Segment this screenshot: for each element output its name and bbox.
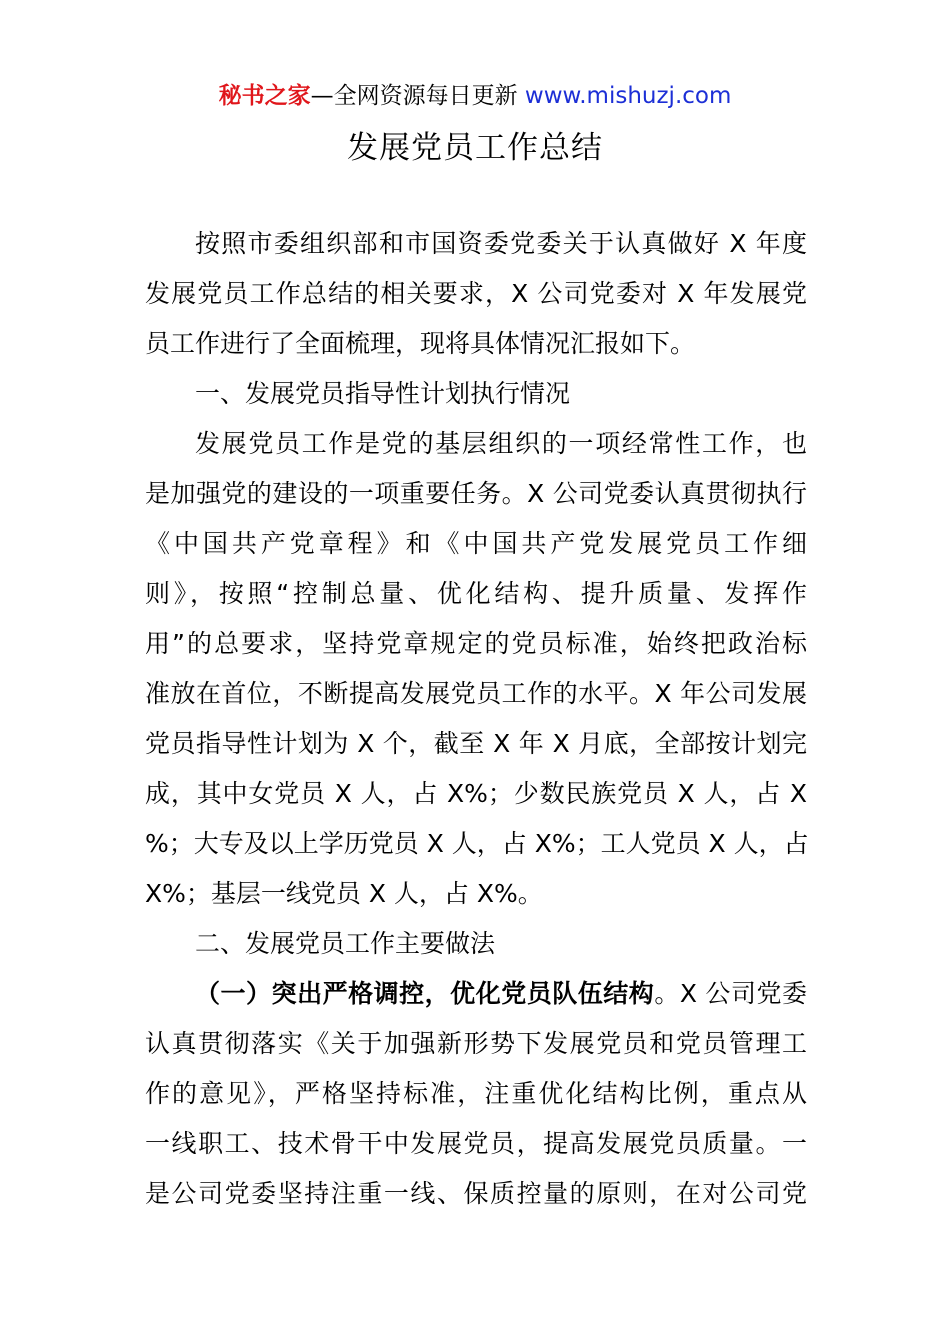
- paragraph-line: 党员指导性计划为 X 个，截至 X 年 X 月底，全部按计划完: [145, 729, 807, 758]
- section-heading: 一、发展党员指导性计划执行情况: [195, 379, 571, 408]
- paragraph-line: 认真贯彻落实《关于加强新形势下发展党员和党员管理工: [145, 1029, 807, 1058]
- section-heading: 二、发展党员工作主要做法: [195, 929, 496, 958]
- site-url[interactable]: www.mishuzj.com: [524, 83, 732, 109]
- paragraph-line: 成，其中女党员 X 人，占 X%；少数民族党员 X 人，占 X: [145, 779, 807, 808]
- paragraph-line: 是公司党委坚持注重一线、保质控量的原则，在对公司党: [145, 1179, 807, 1208]
- subsection-line: [195, 978, 807, 1010]
- site-brand: 秘书之家: [218, 83, 311, 109]
- subsection-text: 。X 公司党委: [654, 979, 807, 1008]
- paragraph-line: %；大专及以上学历党员 X 人，占 X%；工人党员 X 人，占: [145, 829, 809, 858]
- paragraph-line: 发展党员工作是党的基层组织的一项经常性工作，也: [195, 429, 807, 458]
- document-title: 发展党员工作总结: [347, 130, 603, 166]
- site-tagline: —全网资源每日更新: [310, 83, 525, 109]
- paragraph-line: 按照市委组织部和市国资委党委关于认真做好 X 年度: [195, 229, 807, 258]
- paragraph-line: 员工作进行了全面梳理，现将具体情况汇报如下。: [145, 329, 696, 358]
- paragraph-line: 则》，按照“控制总量、优化结构、提升质量、发挥作: [145, 579, 807, 608]
- site-header: [0, 80, 950, 112]
- paragraph-line: 用”的总要求，坚持党章规定的党员标准，始终把政治标: [145, 629, 807, 658]
- paragraph-line: 一线职工、技术骨干中发展党员，提高发展党员质量。一: [145, 1129, 807, 1158]
- paragraph-line: X%；基层一线党员 X 人，占 X%。: [145, 879, 543, 908]
- paragraph-line: 是加强党的建设的一项重要任务。X 公司党委认真贯彻执行: [145, 479, 807, 508]
- paragraph-line: 准放在首位，不断提高发展党员工作的水平。X 年公司发展: [145, 679, 807, 708]
- paragraph-line: 作的意见》，严格坚持标准，注重优化结构比例，重点从: [145, 1079, 807, 1108]
- subsection-heading: （一）突出严格调控，优化党员队伍结构: [195, 979, 655, 1008]
- paragraph-line: 《中国共产党章程》和《中国共产党发展党员工作细: [145, 529, 807, 558]
- paragraph-line: 发展党员工作总结的相关要求，X 公司党委对 X 年发展党: [145, 279, 807, 308]
